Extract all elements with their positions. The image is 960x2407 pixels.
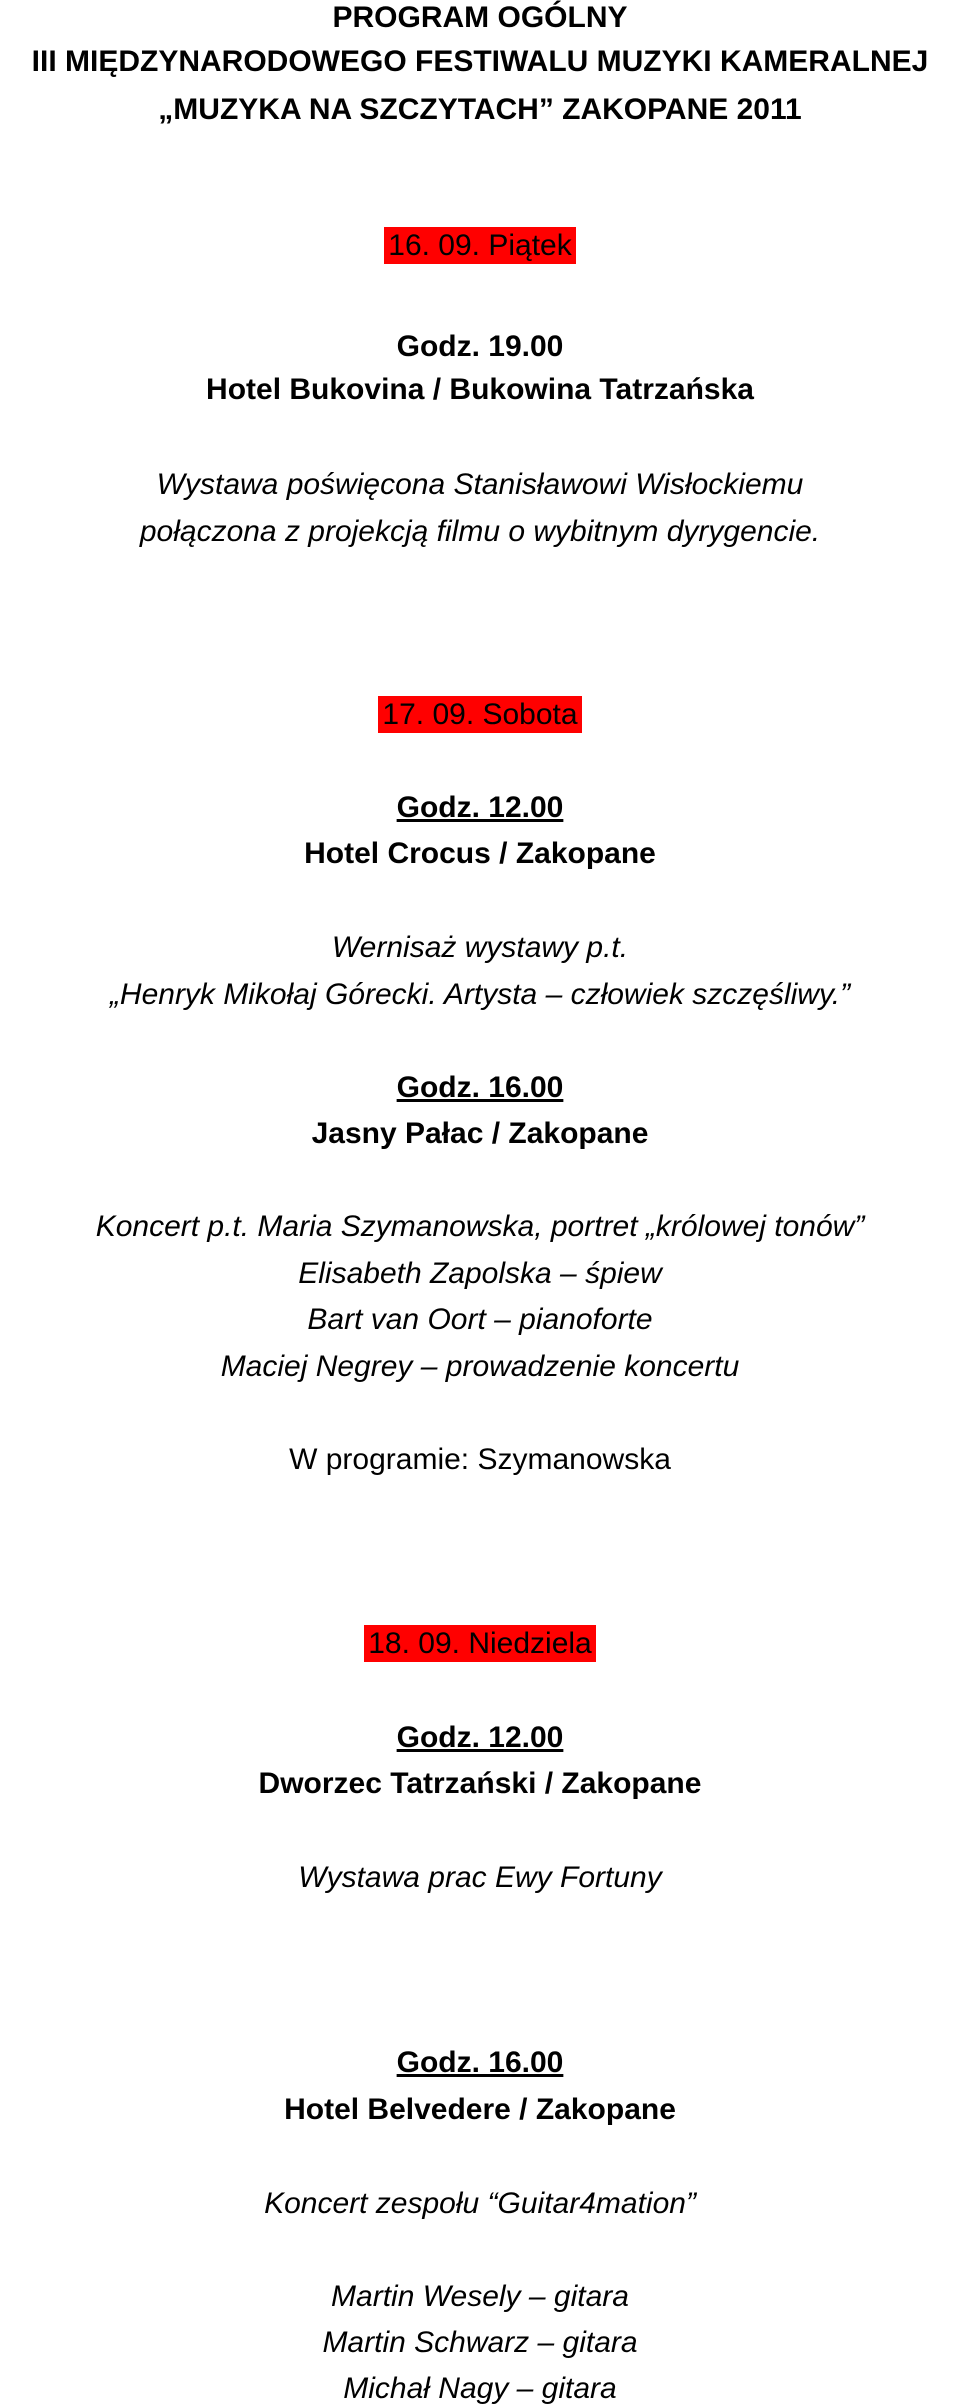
event-time: Godz. 16.00 bbox=[396, 1071, 564, 1104]
event-description: Koncert zespołu “Guitar4mation” bbox=[264, 2187, 696, 2220]
performer-line: Martin Wesely – gitara bbox=[331, 2280, 629, 2313]
event-time: Godz. 12.00 bbox=[396, 791, 564, 824]
performer-line: Bart van Oort – pianoforte bbox=[307, 1303, 653, 1336]
performer-line: Maciej Negrey – prowadzenie koncertu bbox=[220, 1350, 740, 1383]
festival-name: III MIĘDZYNARODOWEGO FESTIWALU MUZYKI KAMERALNEJ bbox=[31, 45, 929, 78]
event-time: Godz. 12.00 bbox=[396, 1721, 564, 1754]
date-highlight: 18. 09. Niedziela bbox=[364, 1625, 595, 1662]
event-time: Godz. 16.00 bbox=[396, 2046, 564, 2079]
day-heading bbox=[0, 228, 960, 264]
event-description: Koncert p.t. Maria Szymanowska, portret „królowej tonów” bbox=[95, 1210, 865, 1243]
event-description: Wernisaż wystawy p.t. bbox=[331, 931, 629, 964]
event-description: „Henryk Mikołaj Górecki. Artysta – człowiek szczęśliwy.” bbox=[109, 978, 851, 1011]
date-highlight: 16. 09. Piątek bbox=[384, 227, 575, 264]
event-venue: Hotel Crocus / Zakopane bbox=[304, 837, 656, 870]
concert-program: W programie: Szymanowska bbox=[289, 1443, 671, 1476]
event-venue: Hotel Bukovina / Bukowina Tatrzańska bbox=[206, 373, 754, 406]
event-description: Wystawa prac Ewy Fortuny bbox=[298, 1861, 662, 1894]
event-venue: Hotel Belvedere / Zakopane bbox=[284, 2093, 676, 2126]
performer-line: Michał Nagy – gitara bbox=[343, 2372, 617, 2405]
festival-subtitle: „MUZYKA NA SZCZYTACH” ZAKOPANE 2011 bbox=[158, 93, 802, 126]
program-title: PROGRAM OGÓLNY bbox=[332, 1, 628, 34]
event-venue: Jasny Pałac / Zakopane bbox=[311, 1117, 649, 1150]
day-heading bbox=[0, 697, 960, 733]
event-time: Godz. 19.00 bbox=[396, 330, 564, 363]
performer-line: Martin Schwarz – gitara bbox=[322, 2326, 638, 2359]
date-highlight: 17. 09. Sobota bbox=[378, 696, 581, 733]
performer-line: Elisabeth Zapolska – śpiew bbox=[298, 1257, 662, 1290]
event-description: połączona z projekcją filmu o wybitnym dyrygencie. bbox=[139, 515, 821, 548]
event-venue: Dworzec Tatrzański / Zakopane bbox=[258, 1767, 702, 1800]
event-description: Wystawa poświęcona Stanisławowi Wisłockiemu bbox=[156, 468, 804, 501]
day-heading bbox=[0, 1626, 960, 1662]
